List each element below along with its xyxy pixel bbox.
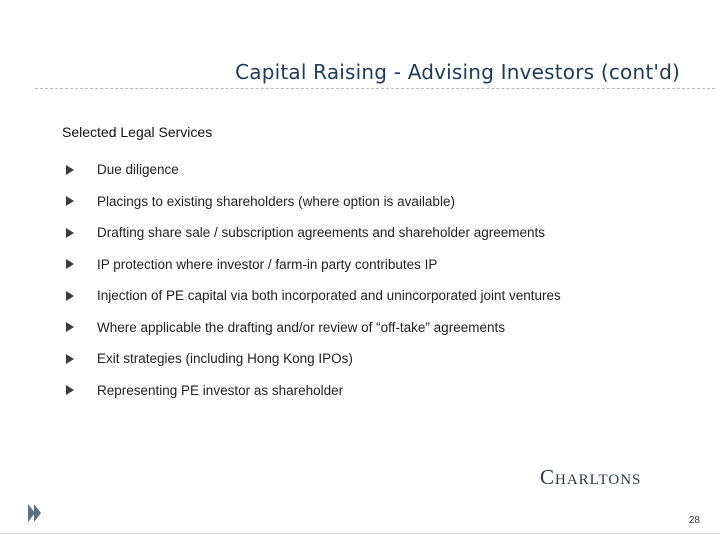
charltons-logo (540, 465, 641, 490)
triangle-right-icon (66, 224, 94, 242)
footer-divider (0, 533, 720, 534)
bullet-text: Drafting share sale / subscription agreements and shareholder agreements (97, 225, 545, 241)
slide-title: Capital Raising - Advising Investors (cont'd) (235, 60, 680, 84)
triangle-right-icon (66, 350, 94, 368)
triangle-right-icon (66, 287, 94, 305)
list-item (66, 280, 686, 312)
list-item (66, 186, 686, 218)
triangle-right-icon (66, 161, 94, 179)
list-item (66, 312, 686, 344)
bullet-text: Due diligence (97, 162, 179, 178)
bullet-text: Placings to existing shareholders (where option is available) (97, 193, 455, 209)
bullet-text: Representing PE investor as shareholder (97, 382, 344, 398)
list-item (66, 343, 686, 375)
list-item (66, 217, 686, 249)
triangle-right-icon (66, 255, 94, 273)
title-divider (35, 88, 715, 89)
logo-rest: HARLTONS (555, 472, 642, 488)
bullet-text: Exit strategies (including Hong Kong IPOs) (97, 351, 353, 367)
triangle-right-icon (66, 192, 94, 210)
triangle-right-icon (66, 318, 94, 336)
bullet-text: Injection of PE capital via both incorporated and unincorporated joint ventures (97, 288, 561, 304)
bullet-text: Where applicable the drafting and/or review of “off-take” agreements (97, 319, 505, 335)
section-heading: Selected Legal Services (62, 124, 213, 140)
list-item (66, 249, 686, 281)
logo-initial: C (540, 465, 556, 489)
triangle-right-icon (66, 381, 94, 399)
list-item (66, 154, 686, 186)
bullet-text: IP protection where investor / farm-in party contributes IP (97, 256, 438, 272)
page-number: 28 (688, 515, 700, 526)
bullet-list (66, 154, 686, 406)
double-chevron-right-icon[interactable] (28, 504, 42, 527)
list-item (66, 375, 686, 407)
